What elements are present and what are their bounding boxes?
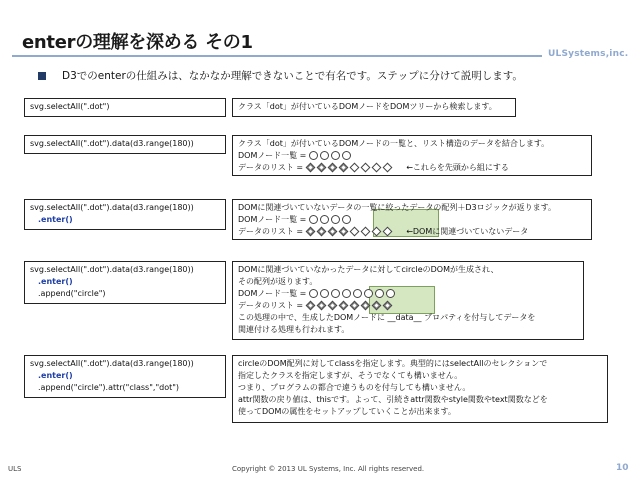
- data-diamond-icon: [360, 163, 370, 173]
- dom-node-circles: [309, 289, 395, 298]
- dom-node-circle-icon: [309, 289, 318, 298]
- desc-line: その配列が返ります。: [238, 277, 318, 286]
- enter-call: .enter(): [38, 215, 73, 224]
- dom-node-circle-icon: [342, 215, 351, 224]
- desc-box-step2: [232, 135, 592, 176]
- footer-company: ULS: [8, 465, 22, 473]
- data-diamond-icon: [316, 301, 326, 311]
- footer-copyright: Copyright © 2013 UL Systems, Inc. All rights reserved.: [232, 465, 425, 473]
- dom-node-circle-icon: [331, 215, 340, 224]
- dom-node-circle-icon: [320, 151, 329, 160]
- dom-node-circle-icon: [342, 151, 351, 160]
- bullet-text: D3でのenterの仕組みは、なかなか理解できないことで有名です。ステップに分けて説明します。: [62, 70, 523, 82]
- data-diamond-icon: [349, 301, 359, 311]
- data-diamond-icon: [360, 227, 370, 237]
- slide-title: enterの理解を深める その1: [22, 32, 253, 53]
- desc-line: 関連付ける処理も行われます。: [238, 325, 350, 334]
- equals-sign: =: [299, 151, 307, 160]
- data-diamond-icon: [349, 163, 359, 173]
- desc-line: circleのDOM配列に対してclassを指定します。典型的にはselectAllのセレクションで: [238, 359, 548, 368]
- data-diamond-icon: [371, 163, 381, 173]
- desc-line: この処理の中で、生成したDOMノードに __data__ プロパティを付与してデータを: [238, 313, 536, 322]
- append-attr-call: .append("circle").attr("class","dot"): [38, 383, 180, 392]
- data-diamond-icon: [327, 301, 337, 311]
- data-list-label: データのリスト: [238, 163, 294, 172]
- code-box-step5: [24, 355, 226, 398]
- data-diamond-icon: [338, 163, 348, 173]
- desc-box-step5: [232, 355, 608, 423]
- code-box-step2: [24, 135, 226, 154]
- data-diamond-icon: [382, 301, 392, 311]
- data-diamond-icon: [360, 301, 370, 311]
- desc-line: DOMに関連づいていないデータの一覧に絞ったデータの配列＋D3ロジックが返ります。: [238, 203, 556, 212]
- data-diamonds: [306, 302, 392, 309]
- equals-sign: =: [299, 215, 307, 224]
- desc-line: クラス「dot」が付いているDOMノードの一覧と、リスト構造のデータを結合します。: [238, 139, 550, 148]
- code-box-step3: [24, 199, 226, 230]
- desc-line: attr関数の戻り値は、thisです。よって、引続きattr関数やstyle関数やtext関数などを: [238, 395, 548, 404]
- new-circle-icon: [353, 289, 362, 298]
- equals-sign: =: [296, 301, 304, 310]
- data-diamond-icon: [316, 227, 326, 237]
- desc-line: つまり、プログラムの都合で違うものを付与しても構いません。: [238, 383, 471, 392]
- dom-list-row: [238, 214, 586, 226]
- dom-node-circle-icon: [320, 215, 329, 224]
- enter-call: .enter(): [38, 371, 73, 380]
- title-underline: [12, 55, 542, 57]
- desc-line: クラス「dot」が付いているDOMノードをDOMツリーから検索します。: [238, 102, 497, 111]
- dom-node-circle-icon: [331, 151, 340, 160]
- dom-list-label: DOMノード一覧: [238, 215, 298, 224]
- data-diamond-icon: [382, 227, 392, 237]
- data-diamonds: [306, 228, 392, 235]
- pairing-note: ←これらを先頭から組にする: [406, 163, 509, 172]
- equals-sign: =: [296, 163, 304, 172]
- data-diamond-icon: [349, 227, 359, 237]
- data-diamonds: [306, 164, 392, 171]
- code-box-step1: [24, 98, 226, 117]
- data-diamond-icon: [327, 227, 337, 237]
- data-diamond-icon: [371, 227, 381, 237]
- code-line: svg.selectAll(".dot").data(d3.range(180)): [30, 203, 194, 212]
- new-circle-icon: [364, 289, 373, 298]
- data-diamond-icon: [316, 163, 326, 173]
- new-circle-icon: [386, 289, 395, 298]
- desc-box-step1: [232, 98, 516, 117]
- equals-sign: =: [296, 227, 304, 236]
- dom-node-circle-icon: [320, 289, 329, 298]
- data-diamond-icon: [338, 227, 348, 237]
- equals-sign: =: [299, 289, 307, 298]
- data-diamond-icon: [305, 227, 315, 237]
- data-diamond-icon: [371, 301, 381, 311]
- data-diamond-icon: [305, 301, 315, 311]
- bullet-point: [38, 68, 618, 83]
- dom-node-circle-icon: [331, 289, 340, 298]
- dom-node-circle-icon: [309, 215, 318, 224]
- data-diamond-icon: [327, 163, 337, 173]
- dom-list-label: DOMノード一覧: [238, 151, 298, 160]
- dom-node-circle-icon: [309, 151, 318, 160]
- page-number: 10: [616, 463, 629, 473]
- new-circle-icon: [375, 289, 384, 298]
- dom-node-circles: [309, 215, 351, 224]
- code-line: svg.selectAll(".dot"): [30, 102, 110, 111]
- desc-box-step4: [232, 261, 584, 340]
- desc-line: 指定したクラスを指定しますが、そうでなくても構いません。: [238, 371, 463, 380]
- data-list-row: [238, 226, 586, 238]
- data-diamond-icon: [338, 301, 348, 311]
- append-call: .append("circle"): [38, 289, 106, 298]
- dom-list-row: [238, 288, 578, 300]
- data-diamond-icon: [382, 163, 392, 173]
- enter-call: .enter(): [38, 277, 73, 286]
- code-line: svg.selectAll(".dot").data(d3.range(180)): [30, 359, 194, 368]
- dom-node-circle-icon: [342, 289, 351, 298]
- code-box-step4: [24, 261, 226, 304]
- dom-list-row: [238, 150, 586, 162]
- desc-line: DOMに関連づいていなかったデータに対してcircleのDOMが生成され、: [238, 265, 499, 274]
- unbound-note: ←DOMに関連づいていないデータ: [406, 227, 529, 236]
- data-list-row: [238, 300, 578, 312]
- bullet-square-icon: [38, 72, 46, 80]
- code-line: svg.selectAll(".dot").data(d3.range(180)): [30, 265, 194, 274]
- data-list-label: データのリスト: [238, 227, 294, 236]
- desc-line: 使ってDOMの属性をセットアップしていくことが出来ます。: [238, 407, 456, 416]
- dom-list-label: DOMノード一覧: [238, 289, 298, 298]
- desc-box-step3: [232, 199, 592, 240]
- code-line: svg.selectAll(".dot").data(d3.range(180)): [30, 139, 194, 148]
- data-list-row: [238, 162, 586, 174]
- data-list-label: データのリスト: [238, 301, 294, 310]
- data-diamond-icon: [305, 163, 315, 173]
- brand-logo: ULSystems,inc.: [548, 49, 629, 59]
- dom-node-circles: [309, 151, 351, 160]
